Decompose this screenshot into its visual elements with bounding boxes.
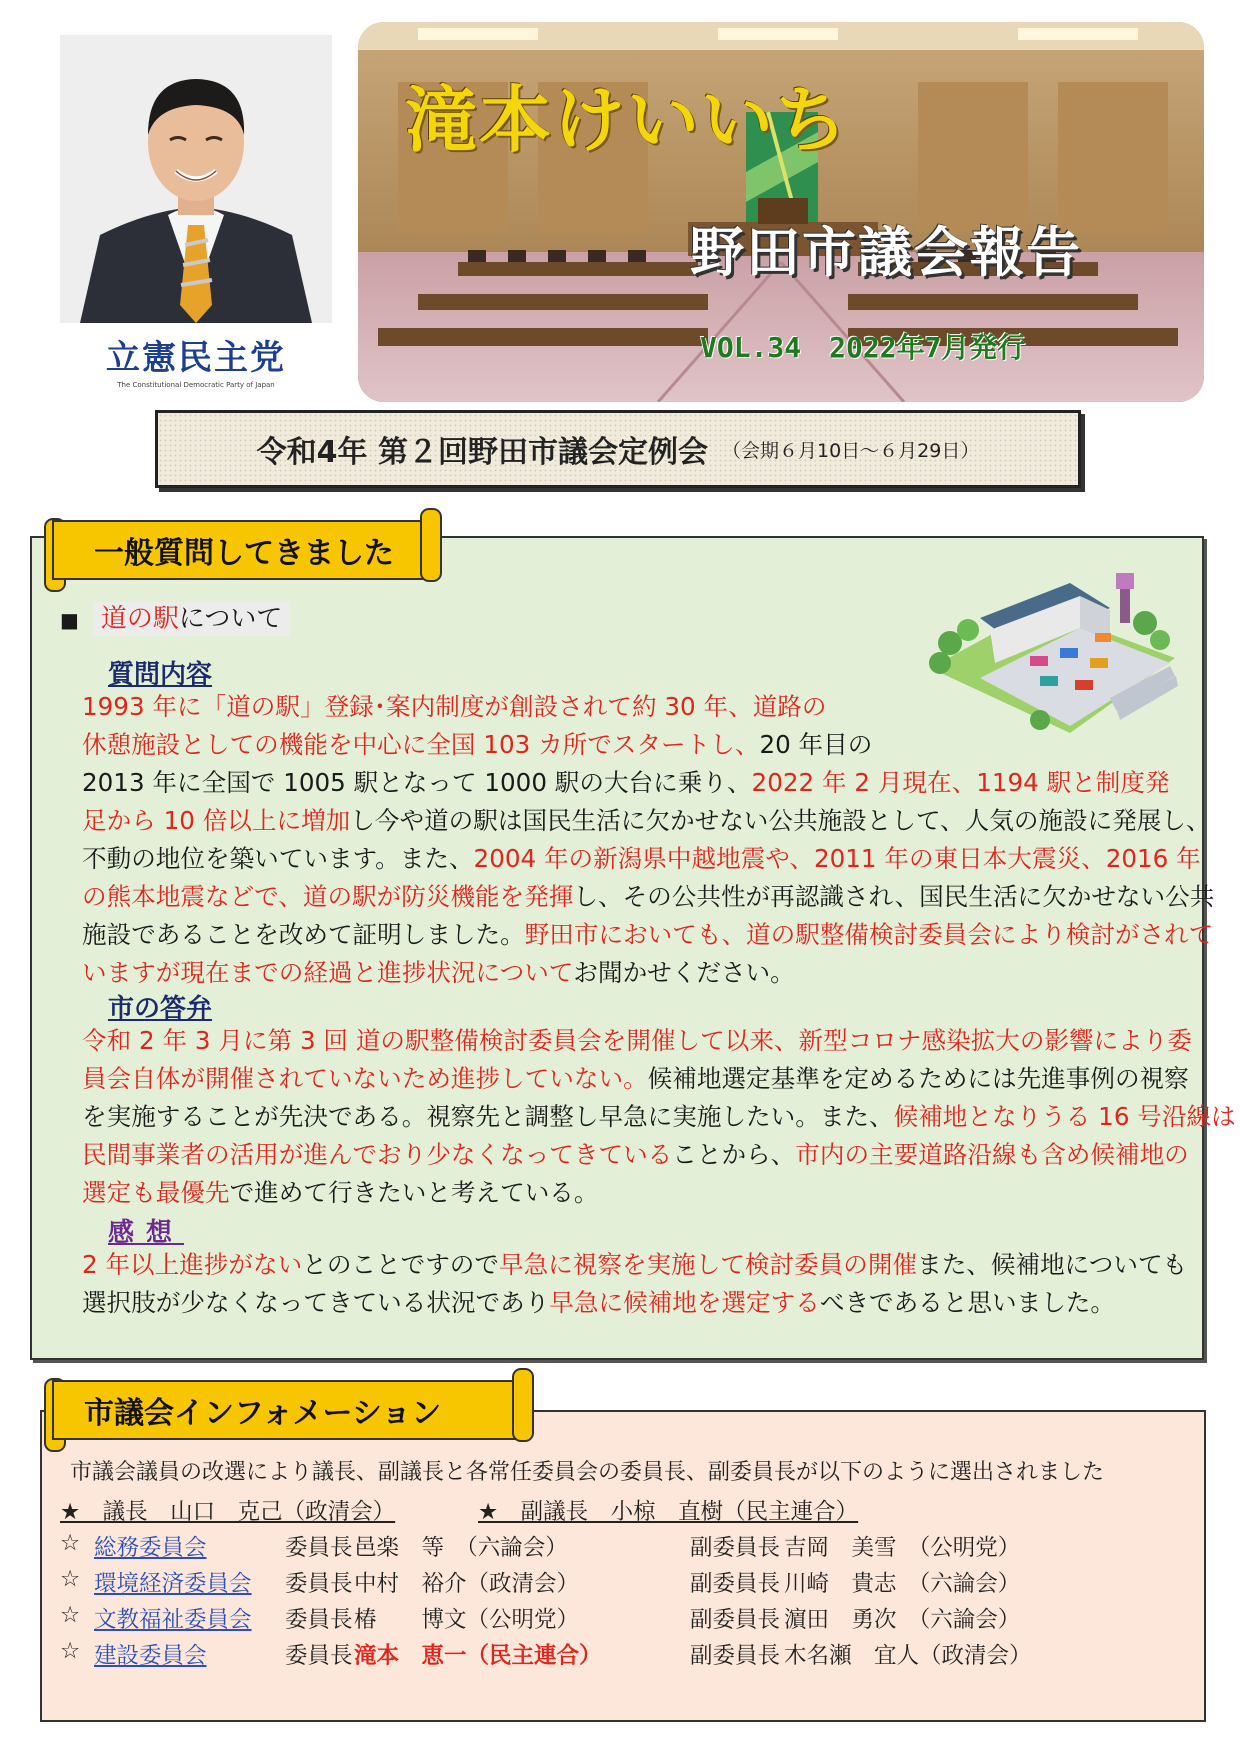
body-text: ことから、 (672, 1140, 796, 1169)
highlight-text: 員会自体が開催されていないため進捗していない。 (82, 1064, 648, 1093)
star-icon: ☆ (60, 1566, 81, 1592)
general-question-heading: 一般質問してきました (52, 520, 428, 580)
committee-name-link[interactable]: 総務委員会 (94, 1535, 207, 1561)
highlight-text: 1993 年に「道の駅」登録･案内制度が創設されて約 30 年、道路の (82, 692, 827, 721)
committee-chair: 邑楽 等 （六論会） (354, 1535, 568, 1561)
session-period: （会期６月10日～６月29日） (721, 439, 980, 462)
council-info-heading: 市議会インフォメーション (52, 1380, 520, 1440)
issue-volume: VOL.34 2022年7月発行 (700, 331, 1026, 364)
text-line (82, 688, 1192, 726)
highlight-text: 候補地となりうる 16 号沿線は (893, 1102, 1236, 1131)
body-text: 20 年目の (759, 730, 873, 759)
chair-label: 委員長 (285, 1607, 353, 1633)
body-text: また、候補地についても (917, 1250, 1188, 1279)
committee-vice-chair: 濵田 勇次 （六論会） (784, 1607, 1021, 1633)
body-text: で進めて行きたいと考えている。 (229, 1178, 599, 1207)
highlight-text: 2 年以上進捗がない (82, 1250, 303, 1279)
committee-chair: 中村 裕介（政清会） (354, 1571, 580, 1597)
body-text: 施設であることを改めて証明しました。 (82, 920, 525, 949)
text-line (82, 954, 1192, 992)
council-info-intro: 市議会議員の改選により議長、副議長と各常任委員会の委員長、副委員長が以下のように選出されました (70, 1460, 1105, 1485)
highlight-text: 野田市においても、道の駅整備検討委員会により検討がされて (524, 920, 1214, 949)
committee-name-link[interactable]: 文教福祉委員会 (94, 1607, 252, 1633)
vice-chair-label: 副委員長 (690, 1643, 781, 1669)
highlight-text: 足から 10 倍以上に増加 (82, 806, 351, 835)
party-logo (60, 330, 332, 400)
party-name: 立憲民主党 (106, 338, 286, 378)
chair-label: 委員長 (285, 1535, 353, 1561)
vice-chair-label: 副委員長 (690, 1571, 781, 1597)
highlight-text: 休憩施設としての機能を中心に全国 103 カ所でスタートし、 (82, 730, 760, 759)
star-icon: ☆ (60, 1530, 81, 1556)
square-bullet-icon: ■ (60, 608, 79, 632)
banner-subtitle: 野田市議会報告 (690, 221, 1082, 284)
star-icon: ☆ (60, 1602, 81, 1628)
text-line (82, 916, 1214, 954)
highlight-text: 市内の主要道路沿線も含め候補地の (795, 1140, 1189, 1169)
star-icon: ☆ (60, 1638, 81, 1664)
body-text: べきであると思いました。 (819, 1288, 1115, 1317)
vice-chair-label: 副委員長 (690, 1535, 781, 1561)
party-subtitle: The Constitutional Democratic Party of Japan (117, 381, 275, 389)
text-line (82, 878, 1215, 916)
question-label: 質問内容 (108, 660, 213, 690)
committee-vice-chair: 木名瀬 宜人（政清会） (784, 1643, 1032, 1669)
answer-text (82, 1022, 1236, 1212)
highlight-text: 早急に候補地を選定する (549, 1288, 820, 1317)
body-text: 選択肢が少なくなってきている状況であり (82, 1288, 550, 1317)
text-line (82, 1022, 1192, 1060)
topic-red: 道の駅 (100, 604, 179, 634)
topic-rest: について (178, 604, 283, 634)
text-line (82, 1136, 1192, 1174)
session-heading (155, 410, 1081, 488)
scroll-curl-right-2 (512, 1368, 534, 1442)
question-text (82, 688, 1215, 992)
committee-name-link[interactable]: 建設委員会 (94, 1643, 207, 1669)
committee-vice-chair: 吉岡 美雪 （公明党） (784, 1535, 1021, 1561)
highlight-text: の熊本地震などで、道の駅が防災機能を発揮 (82, 882, 574, 911)
body-text: 2013 年に全国で 1005 駅となって 1000 駅の大台に乗り、 (82, 768, 752, 797)
committee-chair: 滝本 恵一（民主連合） (354, 1643, 602, 1669)
body-text: 候補地選定基準を定めるためには先進事例の視察 (647, 1064, 1189, 1093)
session-title: 令和4年 第２回野田市議会定例会 (256, 435, 708, 470)
topic-line (60, 598, 290, 635)
scroll-curl-right (420, 508, 442, 582)
text-line (82, 802, 1211, 840)
text-line (82, 1284, 1192, 1322)
chair-label: 委員長 (285, 1643, 353, 1669)
chair: ★ 議長 山口 克己（政清会） (60, 1499, 396, 1525)
body-text: し今や道の駅は国民生活に欠かせない公共施設として、人気の施設に発展し、 (350, 806, 1211, 835)
highlight-text: 選定も最優先 (82, 1178, 230, 1207)
impression-text (82, 1246, 1192, 1322)
highlight-text: 2022 年 2 月現在、1194 駅と制度発 (751, 768, 1170, 797)
committee-name-link[interactable]: 環境経済委員会 (94, 1571, 252, 1597)
highlight-text: 2004 年の新潟県中越地震や、2011 年の東日本大震災、2016 年 (473, 844, 1201, 873)
highlight-text: 民間事業者の活用が進んでおり少なくなってきている (82, 1140, 673, 1169)
body-text: し、その公共性が再認識され、国民生活に欠かせない公共 (573, 882, 1215, 911)
body-text: とのことですので (302, 1250, 499, 1279)
chair-label: 委員長 (285, 1571, 353, 1597)
text-line (82, 1246, 1192, 1284)
body-text: を実施することが先決である。視察先と調整し早急に実施したい。また、 (82, 1102, 894, 1131)
highlight-text: いますが現在までの経過と進捗状況について (82, 958, 574, 987)
text-line (82, 840, 1201, 878)
text-line (82, 1098, 1236, 1136)
vice-chair-label: 副委員長 (690, 1607, 781, 1633)
answer-label: 市の答弁 (108, 994, 213, 1024)
body-text: 不動の地位を築いています。また、 (82, 844, 474, 873)
vice-chair: ★ 副議長 小椋 直樹（民主連合） (478, 1499, 859, 1525)
committee-vice-chair: 川崎 貴志 （六論会） (784, 1571, 1021, 1597)
body-text: お聞かせください。 (573, 958, 795, 987)
text-line (82, 1174, 1192, 1212)
committee-chair: 椿 博文（公明党） (354, 1607, 580, 1633)
highlight-text: 令和 2 年 3 月に第 3 回 道の駅整備検討委員会を開催して以来、新型コロナ感染拡大の影響により委 (82, 1026, 1193, 1055)
text-line (82, 726, 1192, 764)
impression-label: 感想 (108, 1218, 185, 1248)
text-line (82, 764, 1192, 802)
candidate-photo (60, 35, 332, 323)
highlight-text: 早急に視察を実施して検討委員の開催 (498, 1250, 918, 1279)
text-line (82, 1060, 1192, 1098)
banner-title: 滝本けいいち (405, 78, 850, 162)
